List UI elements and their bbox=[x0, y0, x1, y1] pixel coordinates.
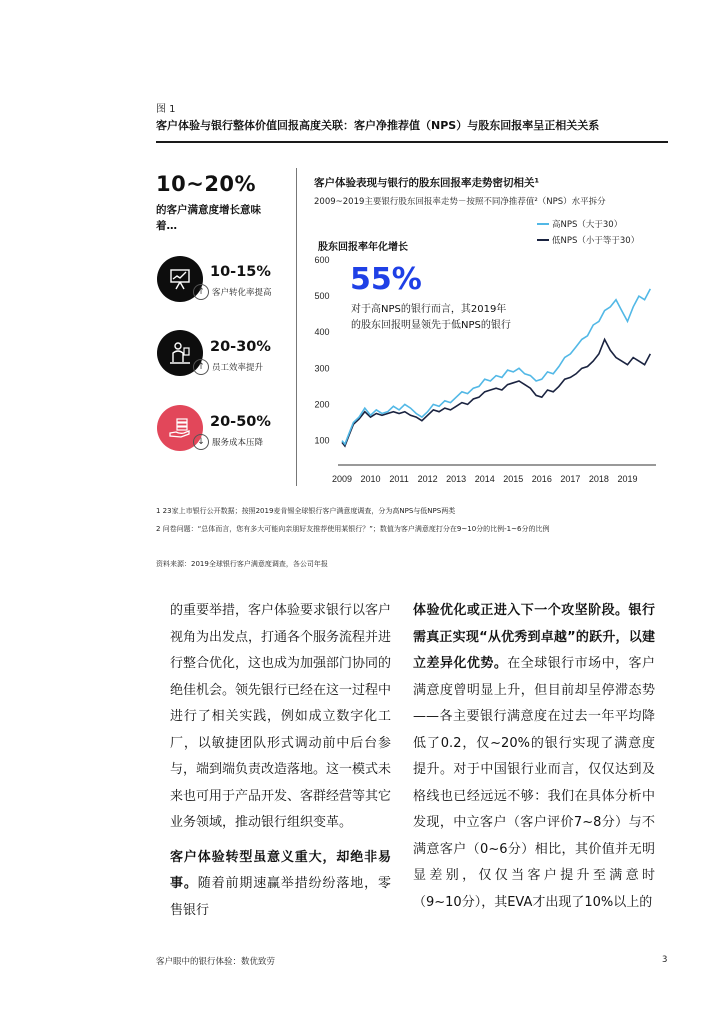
y-axis-label: 股东回报率年化增长 bbox=[318, 242, 408, 253]
x-tick-label: 2010 bbox=[360, 474, 381, 484]
x-tick-label: 2017 bbox=[560, 474, 581, 484]
figure-title: 客户体验与银行整体价值回报高度关联：客户净推荐值（NPS）与股东回报率呈正相关关系 bbox=[156, 119, 600, 132]
source-note: 资料来源：2019全球银行客户满意度调查，各公司年报 bbox=[156, 560, 328, 568]
chart-title: 客户体验表现与银行的股东回报率走势密切相关¹ bbox=[314, 177, 540, 189]
x-tick-label: 2011 bbox=[389, 474, 409, 484]
x-tick-label: 2015 bbox=[503, 474, 524, 484]
legend-label-low: 低NPS（小于等于30） bbox=[552, 236, 640, 246]
body-bold-text: 客户体验转型虽意义重大，却绝非易事。 bbox=[170, 849, 391, 891]
x-tick-label: 2009 bbox=[331, 474, 353, 484]
stat-value-1: 10-15% bbox=[210, 264, 271, 280]
headline-stat: 10~20% bbox=[156, 172, 257, 196]
footnote-1: 1 23家上市银行公开数据；按照2019麦肯锡全球银行客户满意度调查，分为高NPS与低NPS两类 bbox=[156, 507, 456, 515]
body-paragraph: 的重要举措，客户体验要求银行以客户视角为出发点，打通各个服务流程并进行整合优化，这也成为加强部门协同的绝佳机会。领先银行已经在这一过程中进行了相关实践，例如成立数字化工厂，以敏捷团队形式调动前中后台参与，端到端负责改造落地。这一模式未来也可用于产品开发、客群经营等其它业务领域，推动银行组织变革。 bbox=[170, 603, 392, 830]
body-paragraph bbox=[170, 845, 391, 925]
x-tick-label: 2012 bbox=[417, 474, 438, 484]
panel-divider bbox=[296, 168, 297, 486]
legend-label-high: 高NPS（大于30） bbox=[552, 220, 623, 230]
stat-desc-3: 服务成本压降 bbox=[212, 438, 264, 448]
stat-desc-1: 客户转化率提高 bbox=[212, 288, 272, 298]
legend-swatch-high bbox=[537, 223, 549, 225]
legend-swatch-low bbox=[537, 239, 549, 241]
figure-label: 图 1 bbox=[156, 104, 176, 115]
stat-value-3: 20-50% bbox=[210, 414, 271, 430]
legend-low-nps bbox=[537, 234, 639, 246]
x-tick-label: 2018 bbox=[588, 474, 609, 484]
y-tick-label: 600 bbox=[314, 255, 330, 265]
arrow-down-icon: ↓ bbox=[193, 434, 209, 450]
y-tick-label: 400 bbox=[314, 327, 330, 338]
callout-value: 55% bbox=[350, 262, 422, 297]
arrow-up-icon: ↑ bbox=[193, 284, 209, 300]
chart-subtitle: 2009~2019主要银行股东回报率走势－按照不同净推荐值²（NPS）水平拆分 bbox=[314, 197, 606, 207]
stat-value-2: 20-30% bbox=[210, 339, 271, 355]
footnote-2: 2 问卷问题：“总体而言，您有多大可能向亲朋好友推荐使用某银行？”；数值为客户满意度打分在9~10分的比例-1~6分的比例 bbox=[156, 525, 550, 533]
x-tick-label: 2014 bbox=[474, 474, 495, 484]
footer-title: 客户眼中的银行体验：数优致劳 bbox=[156, 957, 276, 967]
callout-text: 对于高NPS的银行而言，其2019年的股东回报明显领先于低NPS的银行 bbox=[351, 304, 511, 331]
x-tick-label: 2013 bbox=[446, 474, 467, 484]
body-text: 在全球银行市场中，客户满意度曾明显上升，但目前却呈停滞态势——各主要银行满意度在过去一年平均降低了0.2，仅~20%的银行实现了满意度提升。对于中国银行业而言，仅仅达到及格线也已经远远不够：我们在具体分析中发现，中立客户（客户评价7~8分）与不满意客户（0~6分）相比，其价值并无明显差别，仅仅当客户提升至满意时（9~10分），其EVA才出现了10%以上的 bbox=[413, 656, 655, 910]
body-column-right bbox=[413, 598, 655, 916]
body-column-left bbox=[170, 598, 391, 924]
title-rule bbox=[156, 141, 668, 143]
y-tick-label: 300 bbox=[314, 363, 330, 374]
page-number: 3 bbox=[662, 955, 668, 965]
body-text: 随着前期速赢举措纷纷落地，零售银行 bbox=[170, 876, 391, 918]
series-line-low-nps bbox=[342, 339, 650, 446]
y-tick-label: 100 bbox=[314, 435, 330, 446]
body-bold-text: 体验优化或正进入下一个攻坚阶段。银行需真正实现“从优秀到卓越”的跃升，以建立差异化优势。 bbox=[413, 603, 655, 671]
stat-desc-2: 员工效率提升 bbox=[212, 363, 264, 373]
arrow-up-icon: ↑ bbox=[193, 359, 209, 375]
headline-subtext: 的客户满意度增长意味着… bbox=[156, 204, 261, 232]
x-tick-label: 2019 bbox=[617, 474, 638, 484]
x-tick-label: 2016 bbox=[531, 474, 552, 484]
y-tick-label: 200 bbox=[314, 399, 330, 410]
y-tick-label: 500 bbox=[314, 291, 330, 302]
legend-high-nps bbox=[537, 218, 622, 230]
